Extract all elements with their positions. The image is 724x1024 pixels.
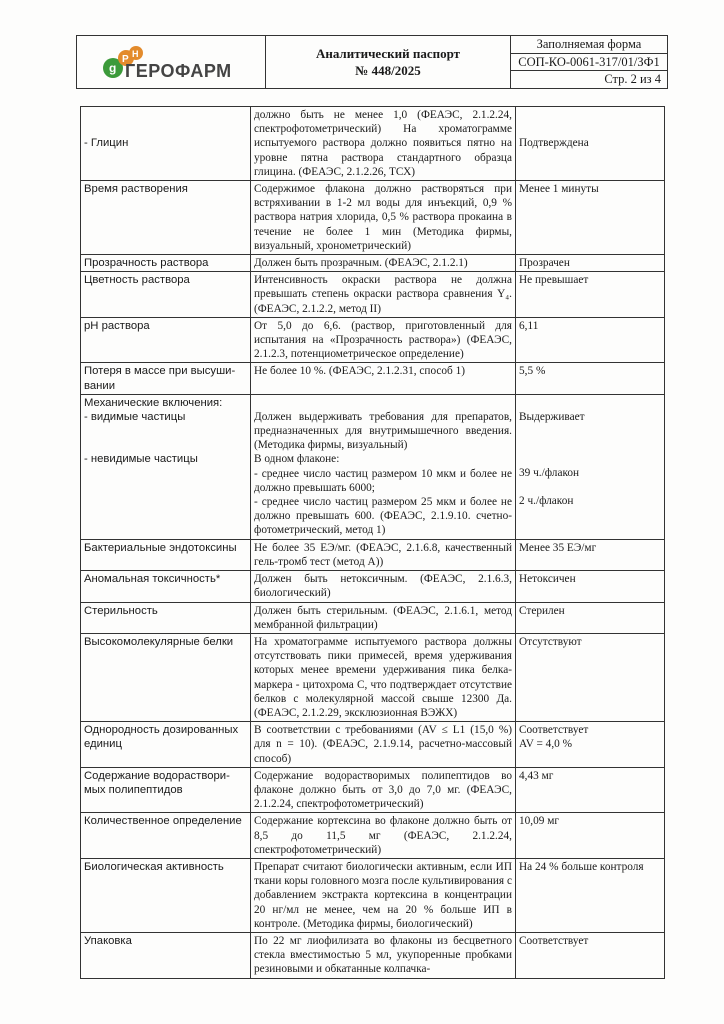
test-name-cell bbox=[81, 272, 251, 318]
result-cell bbox=[516, 539, 665, 570]
result-cell bbox=[516, 932, 665, 978]
requirement-text: От 5,0 до 6,6. (раствор, приготовленный для испытания на «Прозрачность раствора») (ФЕАЭС, 2.1.2.3, потенциометрическое определение) bbox=[254, 319, 512, 361]
result-line: 2 ч./флакон bbox=[519, 495, 574, 508]
requirement-text: Должен быть нетоксичным. (ФЕАЭС, 2.1.6.3, биологический) bbox=[254, 573, 512, 600]
result-cell bbox=[516, 394, 665, 539]
result-cell bbox=[516, 181, 665, 255]
svg-text:H: H bbox=[132, 49, 139, 59]
requirement-cell bbox=[251, 272, 516, 318]
test-name-line: Прозрачность раствора bbox=[84, 257, 209, 270]
result-cell bbox=[516, 272, 665, 318]
test-name-cell bbox=[81, 858, 251, 932]
result-line: Соответствует bbox=[519, 724, 589, 737]
result-line bbox=[519, 452, 661, 466]
result-cell bbox=[516, 858, 665, 932]
table-row bbox=[81, 107, 665, 181]
test-name-line: Время растворения bbox=[84, 183, 188, 196]
requirement-line: Должен выдерживать требования для препаратов, предназначенных для внутримышечного введения. (Методика фирмы, визуальный) bbox=[254, 410, 512, 452]
result-line: На 24 % больше контроля bbox=[519, 860, 644, 873]
test-name-line: Биологическая активность bbox=[84, 860, 224, 873]
test-name-line: вании bbox=[84, 379, 116, 392]
result-cell bbox=[516, 317, 665, 363]
test-name-cell bbox=[81, 181, 251, 255]
requirement-cell bbox=[251, 932, 516, 978]
result-line: 10,09 мг bbox=[519, 815, 560, 828]
form-info bbox=[511, 36, 667, 88]
result-cell bbox=[516, 633, 665, 721]
title-line-1: Аналитический паспорт bbox=[315, 46, 461, 61]
test-name-line: Бактериальные эндотоксины bbox=[84, 541, 237, 554]
test-name-cell bbox=[81, 767, 251, 813]
requirement-line bbox=[254, 396, 512, 410]
table-row bbox=[81, 858, 665, 932]
test-name-line: Потеря в массе при высуши- bbox=[84, 365, 236, 378]
table-row bbox=[81, 255, 665, 272]
requirement-cell bbox=[251, 107, 516, 181]
result-line: Менее 1 минуты bbox=[519, 183, 599, 196]
requirement-text: Содержание водорастворимых полипептидов во флаконе должно быть от 3,0 до 7,0 мг. (ФЕАЭС, 2.1.2.24, спектрофотометрический) bbox=[254, 769, 512, 811]
result-line: Выдерживает bbox=[519, 410, 585, 423]
table-row bbox=[81, 363, 665, 394]
table-row bbox=[81, 767, 665, 813]
test-name-cell bbox=[81, 363, 251, 394]
requirement-text: В соответствии с требованиями (AV ≤ L1 (15,0 %) для n = 10). (ФЕАЭС, 2.1.9.14, расчетно-массовый способ) bbox=[254, 724, 512, 765]
result-line: Стерилен bbox=[519, 604, 565, 617]
result-cell bbox=[516, 571, 665, 602]
requirement-text: Должен быть прозрачным. (ФЕАЭС, 2.1.2.1) bbox=[254, 257, 468, 270]
company-logo bbox=[77, 36, 266, 88]
test-name-line: pH раствора bbox=[84, 319, 150, 332]
table-row bbox=[81, 539, 665, 570]
test-name-cell bbox=[81, 932, 251, 978]
requirement-text: По 22 мг лиофилизата во флаконы из бесцветного стекла вместимостью 5 мл, укупоренные пробками резиновыми и обкатанные колпачка- bbox=[254, 934, 512, 976]
requirement-cell bbox=[251, 571, 516, 602]
requirement-line: - среднее число частиц размером 10 мкм и более не должно превышать 6000; bbox=[254, 467, 512, 494]
result-line: Прозрачен bbox=[519, 257, 570, 270]
result-cell bbox=[516, 255, 665, 272]
requirement-text: должно быть не менее 1,0 (ФЕАЭС, 2.1.2.24, спектрофотометрический) На хроматограмме испытуемого раствора должно появиться пятно на уровне пятна раствора стандартного образца глицина. (ФЕАЭС, 2.1.2.26, ТСХ) bbox=[254, 109, 512, 178]
requirement-text: Не более 35 ЕЭ/мг. (ФЕАЭС, 2.1.6.8, качественный гель-тромб тест (метод А)) bbox=[254, 541, 512, 568]
requirement-cell bbox=[251, 722, 516, 768]
result-line: 39 ч./флакон bbox=[519, 467, 580, 480]
result-line: AV = 4,0 % bbox=[519, 738, 573, 751]
result-cell bbox=[516, 107, 665, 181]
requirement-cell bbox=[251, 813, 516, 859]
test-name-cell bbox=[81, 107, 251, 181]
test-name-line bbox=[84, 108, 247, 122]
requirement-cell bbox=[251, 363, 516, 394]
test-name-cell bbox=[81, 722, 251, 768]
test-name-line: Высокомолекулярные белки bbox=[84, 635, 234, 648]
requirement-cell bbox=[251, 858, 516, 932]
test-results-table bbox=[80, 106, 665, 979]
test-name-line: мых полипептидов bbox=[84, 783, 183, 796]
svg-text:g: g bbox=[109, 61, 117, 75]
requirement-text: Должен быть стерильным. (ФЕАЭС, 2.1.6.1, метод мембранной фильтрации) bbox=[254, 604, 512, 631]
test-name-line: Стерильность bbox=[84, 604, 158, 617]
test-name-line: Аномальная токсичность* bbox=[84, 573, 221, 586]
result-line: Соответствует bbox=[519, 934, 589, 947]
requirement-cell bbox=[251, 181, 516, 255]
requirement-cell bbox=[251, 539, 516, 570]
test-name-line: - Глицин bbox=[84, 137, 129, 149]
result-line bbox=[519, 480, 661, 494]
requirement-cell bbox=[251, 317, 516, 363]
test-name-line bbox=[84, 164, 247, 178]
result-cell bbox=[516, 813, 665, 859]
company-name: ГЕРОФАРМ bbox=[125, 61, 232, 81]
requirement-text: Препарат считают биологически активным, если ИП ткани коры головного мозга после культивирования с добавлением экстракта кортексина в концентрации 20 нг/мл не менее, чем на 20 % больше ИП в контроле. (Методика фирмы, биологический) bbox=[254, 860, 512, 930]
result-line bbox=[519, 108, 661, 122]
test-name-cell bbox=[81, 813, 251, 859]
document-header bbox=[76, 35, 668, 89]
result-line: 6,11 bbox=[519, 319, 539, 332]
test-name-line bbox=[84, 438, 247, 452]
form-label: Заполняемая форма bbox=[511, 36, 667, 54]
table-row bbox=[81, 571, 665, 602]
result-line bbox=[519, 424, 661, 438]
test-name-line: Количественное определение bbox=[84, 815, 242, 828]
test-name-line: Цветность раствора bbox=[84, 274, 190, 287]
table-row bbox=[81, 317, 665, 363]
result-line: 5,5 % bbox=[519, 365, 546, 378]
table-row bbox=[81, 394, 665, 539]
requirement-cell bbox=[251, 394, 516, 539]
requirement-text: Не более 10 %. (ФЕАЭС, 2.1.2.31, способ 1) bbox=[254, 365, 466, 378]
test-name-cell bbox=[81, 633, 251, 721]
test-name-line: Содержание водораствори- bbox=[84, 769, 230, 782]
test-name-cell bbox=[81, 394, 251, 539]
table-row bbox=[81, 181, 665, 255]
test-name-cell bbox=[81, 602, 251, 633]
test-name-line bbox=[84, 424, 247, 438]
form-code: СОП-КО-0061-317/01/ЗФ1 bbox=[511, 54, 667, 72]
result-cell bbox=[516, 602, 665, 633]
result-line: Нетоксичен bbox=[519, 573, 576, 586]
test-name-line: Упаковка bbox=[84, 934, 132, 947]
test-name-line: - невидимые частицы bbox=[84, 453, 198, 466]
table-row bbox=[81, 272, 665, 318]
result-cell bbox=[516, 767, 665, 813]
requirement-text: Содержимое флакона должно растворяться при встряхивании в 1-2 мл воды для инъекций, 0,9 % раствора натрия хлорида, 0,5 % раствора прокаина в течение не более 1 мин (Методика фирмы, визуальный, хронометрический) bbox=[254, 183, 512, 252]
result-line bbox=[519, 122, 661, 136]
requirement-cell bbox=[251, 602, 516, 633]
table-row bbox=[81, 602, 665, 633]
test-name-line bbox=[84, 150, 247, 164]
requirement-text: Интенсивность окраски раствора не должна превышать степень окраски раствора сравнения Y₄. (ФЕАЭС, 2.1.2.2, метод II) bbox=[254, 274, 512, 315]
test-name-cell bbox=[81, 571, 251, 602]
result-line: Менее 35 ЕЭ/мг bbox=[519, 541, 597, 554]
requirement-cell bbox=[251, 633, 516, 721]
test-name-line bbox=[84, 122, 247, 136]
requirement-cell bbox=[251, 255, 516, 272]
result-line: Отсутствуют bbox=[519, 635, 582, 648]
test-name-line: - видимые частицы bbox=[84, 411, 186, 424]
result-cell bbox=[516, 722, 665, 768]
table-row bbox=[81, 932, 665, 978]
result-line bbox=[519, 396, 661, 410]
test-name-line: единиц bbox=[84, 738, 122, 751]
test-name-cell bbox=[81, 539, 251, 570]
table-row bbox=[81, 633, 665, 721]
result-line bbox=[519, 438, 661, 452]
test-name-cell bbox=[81, 317, 251, 363]
test-name-line: Механические включения: bbox=[84, 396, 223, 409]
requirement-text: На хроматограмме испытуемого раствора должны отсутствовать пики примесей, время удерживания которых менее времени удерживания пика белка-маркера - цитохрома С, что подтверждает отсутствие белков с молекулярной массой свыше 12300 Да. (ФЕАЭС, 2.1.2.29, эксклюзионная ВЭЖХ) bbox=[254, 635, 512, 719]
page-number: Стр. 2 из 4 bbox=[604, 72, 661, 87]
requirement-line: - среднее число частиц размером 25 мкм и более не должно превышать 600. (ФЕАЭС, 2.1.9.10. счетно-фотометрический, метод 1) bbox=[254, 496, 512, 537]
requirement-text: Содержание кортексина во флаконе должно быть от 8,5 до 11,5 мг (ФЕАЭС, 2.1.2.24, спектрофотометрический) bbox=[254, 815, 512, 856]
result-line: Подтверждена bbox=[519, 137, 589, 149]
document-title bbox=[266, 36, 511, 88]
result-line: Не превышает bbox=[519, 274, 589, 287]
test-name-line: Однородность дозированных bbox=[84, 724, 239, 737]
title-line-2: № 448/2025 bbox=[355, 63, 421, 78]
svg-text:P: P bbox=[122, 54, 129, 65]
test-name-cell bbox=[81, 255, 251, 272]
requirement-line: В одном флаконе: bbox=[254, 453, 340, 466]
requirement-cell bbox=[251, 767, 516, 813]
table-row bbox=[81, 813, 665, 859]
result-cell bbox=[516, 363, 665, 394]
table-row bbox=[81, 722, 665, 768]
result-line: 4,43 мг bbox=[519, 769, 554, 782]
